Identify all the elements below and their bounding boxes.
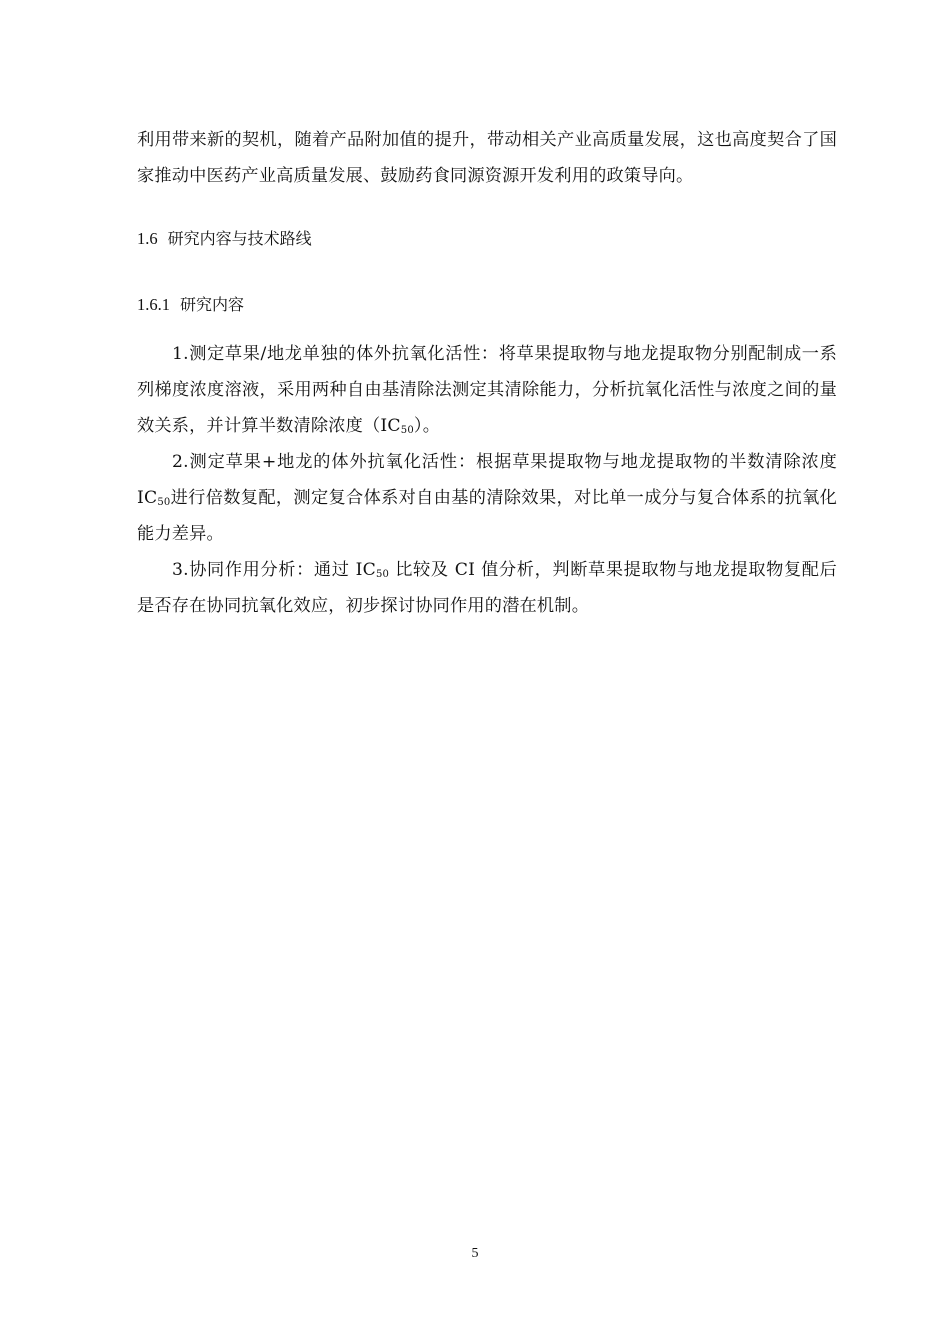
continuation-paragraph: 利用带来新的契机，随着产品附加值的提升，带动相关产业高质量发展，这也高度契合了国家推动中医药产业高质量发展、鼓励药食同源资源开发利用的政策导向。: [137, 130, 837, 186]
section-heading: [137, 225, 837, 253]
content-item-3-subscript: 50: [375, 569, 390, 580]
content-item-1-text: 1.测定草果/地龙单独的体外抗氧化活性：将草果提取物与地龙提取物分别配制成一系列梯度浓度溶液，采用两种自由基清除法测定其清除能力，分析抗氧化活性与浓度之间的量效关系，并计算半数清除浓度（IC: [137, 344, 837, 436]
content-item-2-text: 2.测定草果+地龙的体外抗氧化活性：根据草果提取物与地龙提取物的半数清除浓度 IC: [137, 452, 837, 508]
page-content: [137, 122, 837, 624]
content-item-1: [137, 336, 837, 444]
section-title: 研究内容与技术路线: [167, 229, 312, 248]
section-number: 1.6: [137, 229, 158, 248]
content-item-2-tail: 进行倍数复配，测定复合体系对自由基的清除效果，对比单一成分与复合体系的抗氧化能力差异。: [137, 488, 837, 544]
subsection-title: 研究内容: [180, 295, 245, 314]
content-item-1-tail: ）。: [413, 416, 441, 436]
content-item-3-text: 3.协同作用分析：通过 IC: [172, 560, 376, 580]
content-item-3: [137, 552, 837, 624]
content-item-2-subscript: 50: [157, 497, 171, 508]
subsection-number: 1.6.1: [137, 295, 170, 314]
content-item-3-tail: 比较及 CI 值分析，判断草果提取物与地龙提取物复配后是否存在协同抗氧化效应，初步探讨协同作用的潜在机制。: [137, 560, 837, 616]
content-item-1-subscript: 50: [400, 425, 414, 436]
content-item-2: [137, 444, 837, 552]
page-number: 5: [471, 1246, 479, 1261]
subsection-heading: [137, 291, 837, 319]
